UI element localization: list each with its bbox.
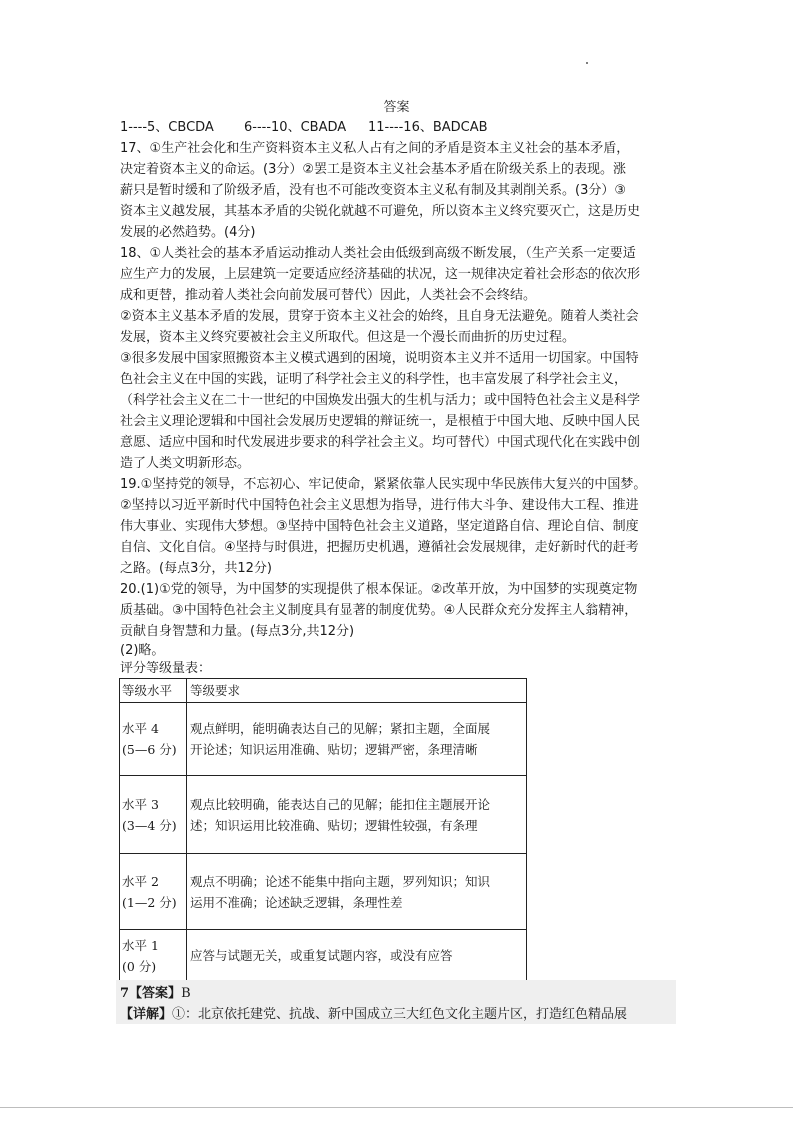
text-line: （科学社会主义在二十一世纪的中国焕发出强大的生机与活力；或中国特色社会主义是科学 — [120, 393, 641, 408]
choice-group-2: 6----10、CBADA — [244, 120, 347, 135]
rubric-table — [119, 678, 527, 982]
text-line: 成和更替，推动着人类社会向前发展可替代）因此，人类社会不会终结。 — [120, 288, 537, 303]
table-row — [120, 703, 527, 776]
level-cell — [120, 930, 187, 982]
requirement-line: 述；知识运用比较准确、贴切；逻辑性较强，有条理 — [190, 817, 478, 833]
text-line: 社会主义理论逻辑和中国社会发展历史逻辑的辩证统一，是根植于中国大地、反映中国人民 — [120, 414, 641, 429]
header-requirement: 等级要求 — [187, 679, 527, 703]
detail-line — [120, 1003, 627, 1022]
level-score: (0 分) — [122, 958, 157, 974]
header-level: 等级水平 — [120, 679, 187, 703]
level-name: 水平 4 — [122, 721, 159, 736]
text-line: 17、①生产社会化和生产资料资本主义私人占有之间的矛盾是资本主义社会的基本矛盾， — [120, 141, 630, 156]
level-cell — [120, 854, 187, 930]
detail-text: ①：北京依托建党、抗战、新中国成立三大红色文化主题片区，打造红色精品展 — [172, 1007, 628, 1022]
text-line: 决定着资本主义的命运。(3分）②罢工是资本主义社会基本矛盾在阶级关系上的表现。涨 — [120, 162, 626, 177]
text-line: 质基础。③中国特色社会主义制度具有显著的制度优势。④人民群众充分发挥主人翁精神， — [120, 603, 638, 618]
requirement-line: 应答与试题无关，或重复试题内容，或没有应答 — [190, 948, 453, 963]
choice-group-3: 11----16、BADCAB — [368, 120, 488, 135]
text-line: 意愿、适应中国和时代发展进步要求的科学社会主义。均可替代）中国式现代化在实践中创 — [120, 435, 641, 450]
requirement-line: 开论述；知识运用准确、贴切；逻辑严密，条理清晰 — [190, 742, 478, 757]
stray-dot — [586, 62, 588, 64]
answer-value: B — [181, 986, 191, 1001]
requirement-cell — [187, 854, 527, 930]
rubric-label: 评分等级量表： — [120, 661, 212, 676]
table-row — [120, 854, 527, 930]
choice-answers-line — [120, 117, 488, 138]
text-line: ②资本主义基本矛盾的发展，贯穿于资本主义社会的始终，且自身无法避免。随着人类社会 — [120, 309, 639, 324]
table-header-row — [120, 679, 527, 703]
text-line: (2)略。 — [120, 643, 165, 658]
table-row — [120, 776, 527, 854]
text-line: 发展的必然趋势。(4分) — [120, 225, 256, 240]
requirement-line: 观点鲜明，能明确表达自己的见解；紧扣主题，全面展 — [190, 721, 491, 736]
text-line: ②坚持以习近平新时代中国特色社会主义思想为指导，进行伟大斗争、建设伟大工程、推进 — [120, 498, 639, 513]
answer-label: 【答案】 — [129, 986, 182, 1001]
text-line: 20.(1)①党的领导，为中国梦的实现提供了根本保证。②改革开放，为中国梦的实现奠定物 — [120, 582, 638, 597]
answer-detail-box — [116, 980, 676, 1024]
requirement-line: 运用不准确；论述缺乏逻辑，条理性差 — [190, 894, 403, 910]
choice-group-1: 1----5、CBCDA — [120, 120, 214, 135]
level-score: (5—6 分) — [122, 742, 177, 757]
page-title: 答案 — [383, 100, 410, 115]
text-line: 造了人类文明新形态。 — [120, 456, 251, 471]
text-line: 薪只是暂时缓和了阶级矛盾，没有也不可能改变资本主义私有制及其剥削关系。(3分）③ — [120, 183, 626, 198]
question-number: 7 — [120, 986, 130, 1001]
text-line: 之路。(每点3分，共12分) — [120, 561, 272, 576]
text-line: 自信、文化自信。④坚持与时俱进，把握历史机遇，遵循社会发展规律，走好新时代的赶考 — [120, 540, 639, 555]
requirement-line: 观点比较明确，能表达自己的见解；能扣住主题展开论 — [190, 796, 491, 812]
level-name: 水平 2 — [122, 873, 159, 889]
requirement-line: 观点不明确；论述不能集中指向主题，罗列知识；知识 — [190, 873, 491, 889]
text-line: 18、①人类社会的基本矛盾运动推动人类社会由低级到高级不断发展，（生产关系一定要适 — [120, 246, 636, 261]
text-line: 19.①坚持党的领导，不忘初心、牢记使命，紧紧依靠人民实现中华民族伟大复兴的中国梦。 — [120, 477, 647, 492]
text-line: ③很多发展中国家照搬资本主义模式遇到的困境，说明资本主义并不适用一切国家。中国特 — [120, 351, 639, 366]
level-name: 水平 1 — [122, 937, 159, 953]
level-cell — [120, 703, 187, 776]
detail-label: 【详解】 — [120, 1007, 173, 1022]
text-line: 伟大事业、实现伟大梦想。③坚持中国特色社会主义道路，坚定道路自信、理论自信、制度 — [120, 519, 639, 534]
text-line: 色社会主义在中国的实践，证明了科学社会主义的科学性，也丰富发展了科学社会主义， — [120, 372, 628, 387]
level-score: (3—4 分) — [122, 817, 177, 833]
requirement-cell — [187, 930, 527, 982]
answer-line — [120, 982, 191, 1001]
text-line: 发展，资本主义终究要被社会主义所取代。但这是一个漫长而曲折的历史过程。 — [120, 330, 576, 345]
text-line: 贡献自身智慧和力量。(每点3分,共12分) — [120, 624, 355, 639]
text-line: 应生产力的发展，上层建筑一定要适应经济基础的状况，这一规律决定着社会形态的依次形 — [120, 267, 641, 282]
requirement-cell — [187, 703, 527, 776]
text-line: 资本主义越发展，其基本矛盾的尖锐化就越不可避免，所以资本主义终究要灭亡，这是历史 — [120, 204, 641, 219]
level-cell — [120, 776, 187, 854]
level-name: 水平 3 — [122, 796, 159, 812]
page-bottom-divider — [0, 1107, 793, 1108]
table-row — [120, 930, 527, 982]
requirement-cell — [187, 776, 527, 854]
level-score: (1—2 分) — [122, 894, 177, 910]
